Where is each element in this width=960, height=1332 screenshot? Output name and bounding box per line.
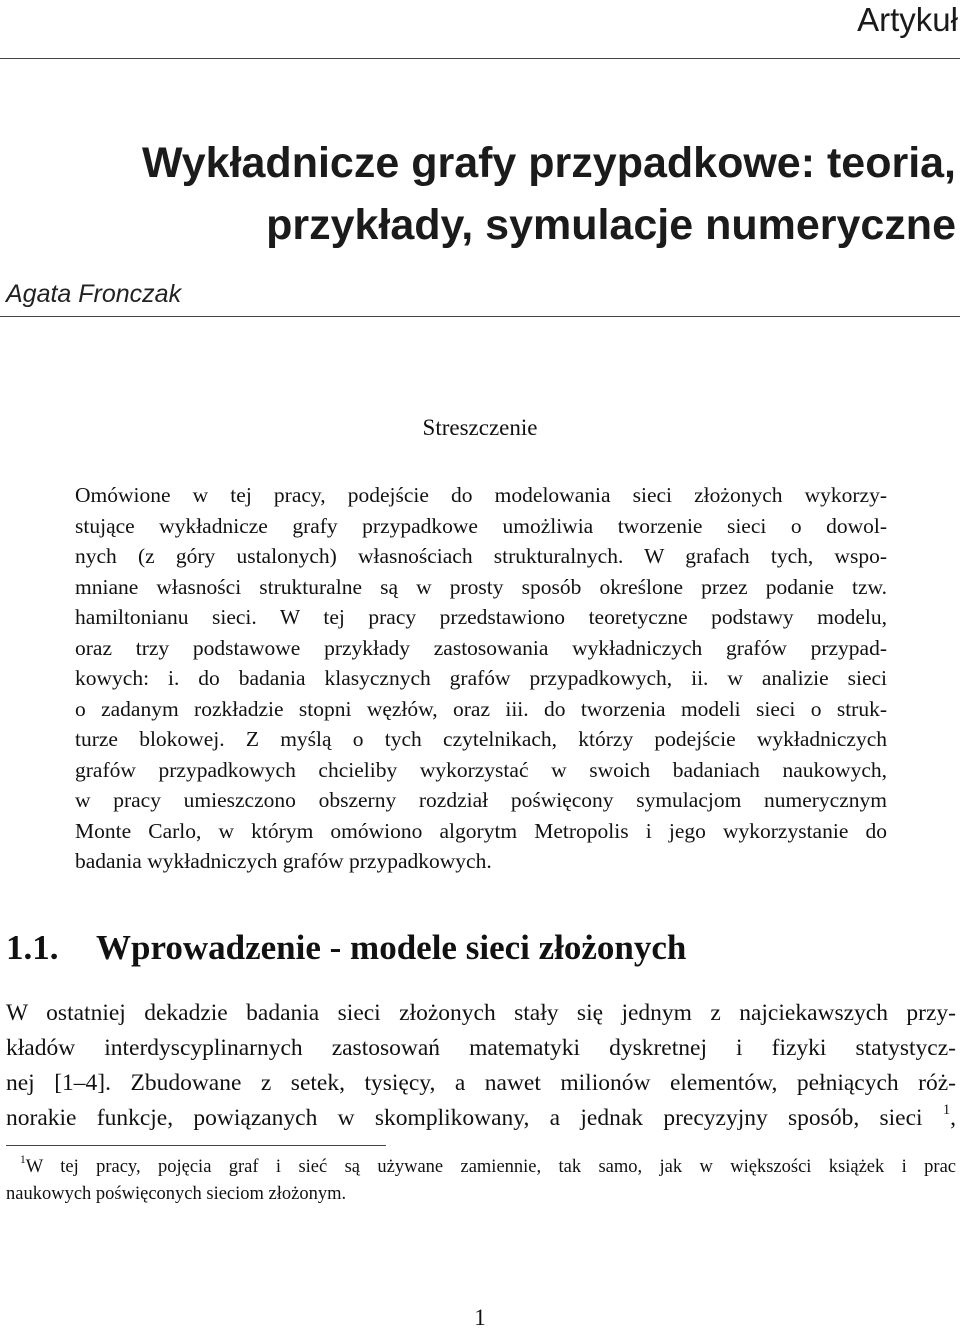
- header-rule: [0, 58, 960, 59]
- abstract-heading: Streszczenie: [422, 415, 538, 440]
- abstract-text: [75, 480, 887, 877]
- page-number: 1: [474, 1305, 486, 1330]
- abstract-line: oraz trzy podstawowe przykłady zastosowania wykładniczych grafów przypad-: [75, 635, 887, 660]
- abstract-line: hamiltonianu sieci. W tej pracy przedstawiono teoretyczne podstawy modelu,: [75, 605, 887, 629]
- abstract-line: nych (z góry ustalonych) własnościach strukturalnych. W grafach tych, wspo-: [75, 544, 887, 568]
- section-title: Wprowadzenie - modele sieci złożonych: [96, 928, 687, 967]
- footnote-line-2: naukowych poświęconych sieciom złożonym.: [6, 1184, 347, 1204]
- running-header: Artykuł: [857, 1, 958, 38]
- abstract-line: badania wykładniczych grafów przypadkowych.: [75, 849, 492, 873]
- abstract-line: Omówione w tej pracy, podejście do modelowania sieci złożonych wykorzy-: [75, 483, 887, 507]
- abstract-line: w pracy umieszczono obszerny rozdział poświęcony symulacjom numerycznym: [75, 788, 887, 812]
- section-body: [6, 996, 956, 1136]
- body-line-last: [6, 1101, 956, 1136]
- body-line-tail: ,: [950, 1105, 956, 1131]
- abstract-line: kowych: i. do badania klasycznych grafów przypadkowych, ii. w analizie sieci: [75, 666, 887, 690]
- abstract-line: o zadanym rozkładzie stopni węzłów, oraz iii. do tworzenia modeli sieci o struk-: [75, 696, 887, 721]
- footnote: [6, 1154, 956, 1208]
- section-number: 1.1.: [6, 928, 59, 967]
- title-line-1: Wykładnicze grafy przypadkowe: teoria,: [141, 139, 956, 187]
- abstract-line: turze blokowej. Z myślą o tych czytelnikach, którzy podejście wykładniczych: [75, 727, 887, 751]
- footnote-rule: [6, 1145, 386, 1146]
- author-name: Agata Fronczak: [6, 280, 182, 308]
- footnote-line-1: W tej pracy, pojęcia graf i sieć są używane zamiennie, tak samo, jak w większości książek i prac: [25, 1157, 956, 1177]
- footnote-marker: 1: [20, 1153, 26, 1166]
- abstract-line: grafów przypadkowych chcieliby wykorzystać w swoich badaniach naukowych,: [75, 757, 887, 782]
- body-line-text: norakie funkcje, powiązanych w skomplikowany, a jednak precyzyjny sposób, sieci: [6, 1105, 923, 1131]
- abstract-line: stujące wykładnicze grafy przypadkowe umożliwia tworzenie sieci o dowol-: [75, 513, 887, 538]
- section-heading: [6, 926, 686, 970]
- title-line-2: przykłady, symulacje numeryczne: [266, 201, 956, 249]
- footnote-reference[interactable]: 1: [942, 1102, 951, 1119]
- body-line: kładów interdyscyplinarnych zastosowań matematyki dyskretnej i fizyki statystycz-: [6, 1035, 956, 1061]
- footnote-line: [6, 1154, 956, 1181]
- body-line: W ostatniej dekadzie badania sieci złożonych stały się jednym z najciekawszych przy-: [6, 1000, 956, 1026]
- abstract-line: mniane własności strukturalne są w prosty sposób określone przez podanie tzw.: [75, 574, 887, 599]
- abstract-line: Monte Carlo, w którym omówiono algorytm Metropolis i jego wykorzystanie do: [75, 818, 887, 843]
- article-title: [142, 132, 956, 256]
- body-line: nej [1–4]. Zbudowane z setek, tysięcy, a nawet milionów elementów, pełniących róż-: [6, 1070, 956, 1096]
- author-rule: [0, 316, 960, 317]
